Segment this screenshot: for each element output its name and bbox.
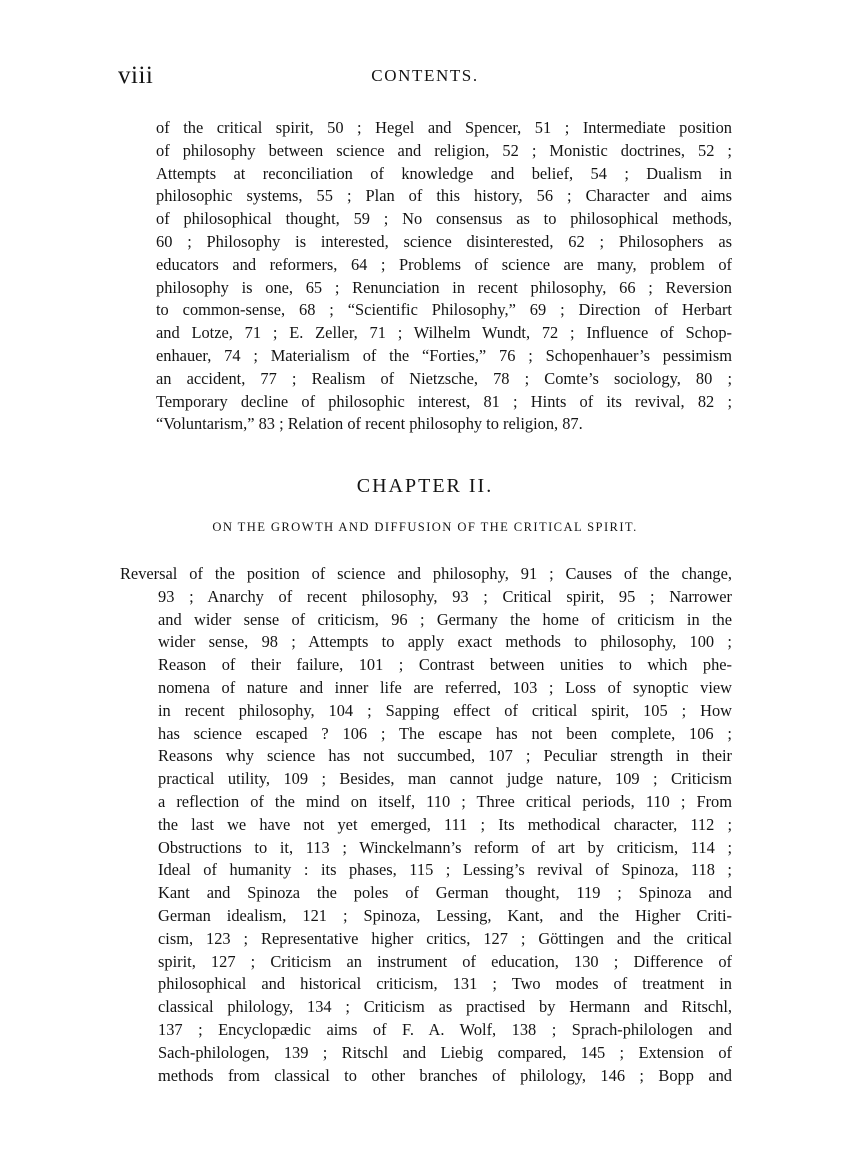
entry-line: 93 ; Anarchy of recent philosophy, 93 ; Critical spirit, 95 ; Narrower bbox=[158, 586, 732, 606]
entry-line: “Voluntarism,” 83 ; Relation of recent philosophy to religion, 87. bbox=[156, 414, 583, 434]
entry-line: an accident, 77 ; Realism of Nietzsche, 78 ; Comte’s sociology, 80 ; bbox=[156, 368, 732, 388]
entry-line: Reasons why science has not succumbed, 107 ; Peculiar strength in their bbox=[158, 746, 732, 766]
entry-line: German idealism, 121 ; Spinoza, Lessing, Kant, and the Higher Criti- bbox=[158, 905, 732, 925]
entry-line: of philosophy between science and religion, 52 ; Monistic doctrines, 52 ; bbox=[156, 140, 732, 160]
entry-line: Ideal of humanity : its phases, 115 ; Lessing’s revival of Spinoza, 118 ; bbox=[158, 860, 732, 880]
chapter-subtitle: ON THE GROWTH AND DIFFUSION OF THE CRITICAL SPIRIT. bbox=[212, 520, 638, 534]
entry-line: philosophy is one, 65 ; Renunciation in recent philosophy, 66 ; Reversion bbox=[156, 277, 732, 297]
entry-line: enhauer, 74 ; Materialism of the “Forties,” 76 ; Schopenhauer’s pessimism bbox=[156, 345, 732, 365]
entry-line: Temporary decline of philosophic interest, 81 ; Hints of its revival, 82 ; bbox=[156, 391, 732, 411]
entry-line: in recent philosophy, 104 ; Sapping effect of critical spirit, 105 ; How bbox=[158, 700, 732, 720]
entry-line: of philosophical thought, 59 ; No consensus as to philosophical methods, bbox=[156, 209, 732, 229]
entry-line: of the critical spirit, 50 ; Hegel and Spencer, 51 ; Intermediate position bbox=[156, 118, 732, 137]
entry-line: methods from classical to other branches of philology, 146 ; Bopp and bbox=[158, 1065, 732, 1085]
entry-line: 137 ; Encyclopædic aims of F. A. Wolf, 138 ; Sprach-philologen and bbox=[158, 1019, 732, 1039]
entry-line: wider sense, 98 ; Attempts to apply exact methods to philosophy, 100 ; bbox=[158, 632, 732, 652]
entry-line: and wider sense of criticism, 96 ; Germany the home of criticism in the bbox=[158, 609, 732, 629]
entry-line: nomena of nature and inner life are referred, 103 ; Loss of synoptic view bbox=[158, 677, 732, 697]
chapter-heading: CHAPTER II. bbox=[356, 475, 494, 497]
entry-line: classical philology, 134 ; Criticism as practised by Hermann and Ritschl, bbox=[158, 997, 732, 1017]
running-title: CONTENTS. bbox=[371, 66, 479, 85]
entry-line: Reversal of the position of science and philosophy, 91 ; Causes of the change, bbox=[120, 564, 732, 583]
entry-line: 60 ; Philosophy is interested, science disinterested, 62 ; Philosophers as bbox=[156, 231, 732, 251]
page-number: viii bbox=[118, 62, 154, 89]
entry-line: cism, 123 ; Representative higher critics, 127 ; Göttingen and the critical bbox=[158, 928, 732, 948]
continued-chapter-entry bbox=[156, 117, 732, 436]
entry-line: spirit, 127 ; Criticism an instrument of education, 130 ; Difference of bbox=[158, 951, 732, 971]
entry-line: and Lotze, 71 ; E. Zeller, 71 ; Wilhelm Wundt, 72 ; Influence of Schop- bbox=[156, 323, 732, 343]
entry-line: a reflection of the mind on itself, 110 ; Three critical periods, 110 ; From bbox=[158, 791, 732, 811]
entry-line: to common-sense, 68 ; “Scientific Philosophy,” 69 ; Direction of Herbart bbox=[156, 300, 732, 320]
entry-line: educators and reformers, 64 ; Problems of science are many, problem of bbox=[156, 254, 732, 274]
entry-line: philosophical and historical criticism, 131 ; Two modes of treatment in bbox=[158, 974, 732, 994]
entry-line: has science escaped ? 106 ; The escape has not been complete, 106 ; bbox=[158, 723, 732, 743]
entry-line: Reason of their failure, 101 ; Contrast between unities to which phe- bbox=[158, 655, 732, 675]
entry-line: practical utility, 109 ; Besides, man cannot judge nature, 109 ; Criticism bbox=[158, 769, 732, 789]
chapter-ii-entry bbox=[120, 563, 732, 1087]
entry-line: Sach-philologen, 139 ; Ritschl and Liebig compared, 145 ; Extension of bbox=[158, 1042, 732, 1062]
entry-line: Attempts at reconciliation of knowledge and belief, 54 ; Dualism in bbox=[156, 163, 732, 183]
entry-line: Obstructions to it, 113 ; Winckelmann’s reform of art by criticism, 114 ; bbox=[158, 837, 732, 857]
entry-line: the last we have not yet emerged, 111 ; Its methodical character, 112 ; bbox=[158, 814, 732, 834]
entry-line: philosophic systems, 55 ; Plan of this history, 56 ; Character and aims bbox=[156, 186, 732, 206]
entry-line: Kant and Spinoza the poles of German thought, 119 ; Spinoza and bbox=[158, 883, 732, 903]
running-head bbox=[0, 62, 850, 92]
